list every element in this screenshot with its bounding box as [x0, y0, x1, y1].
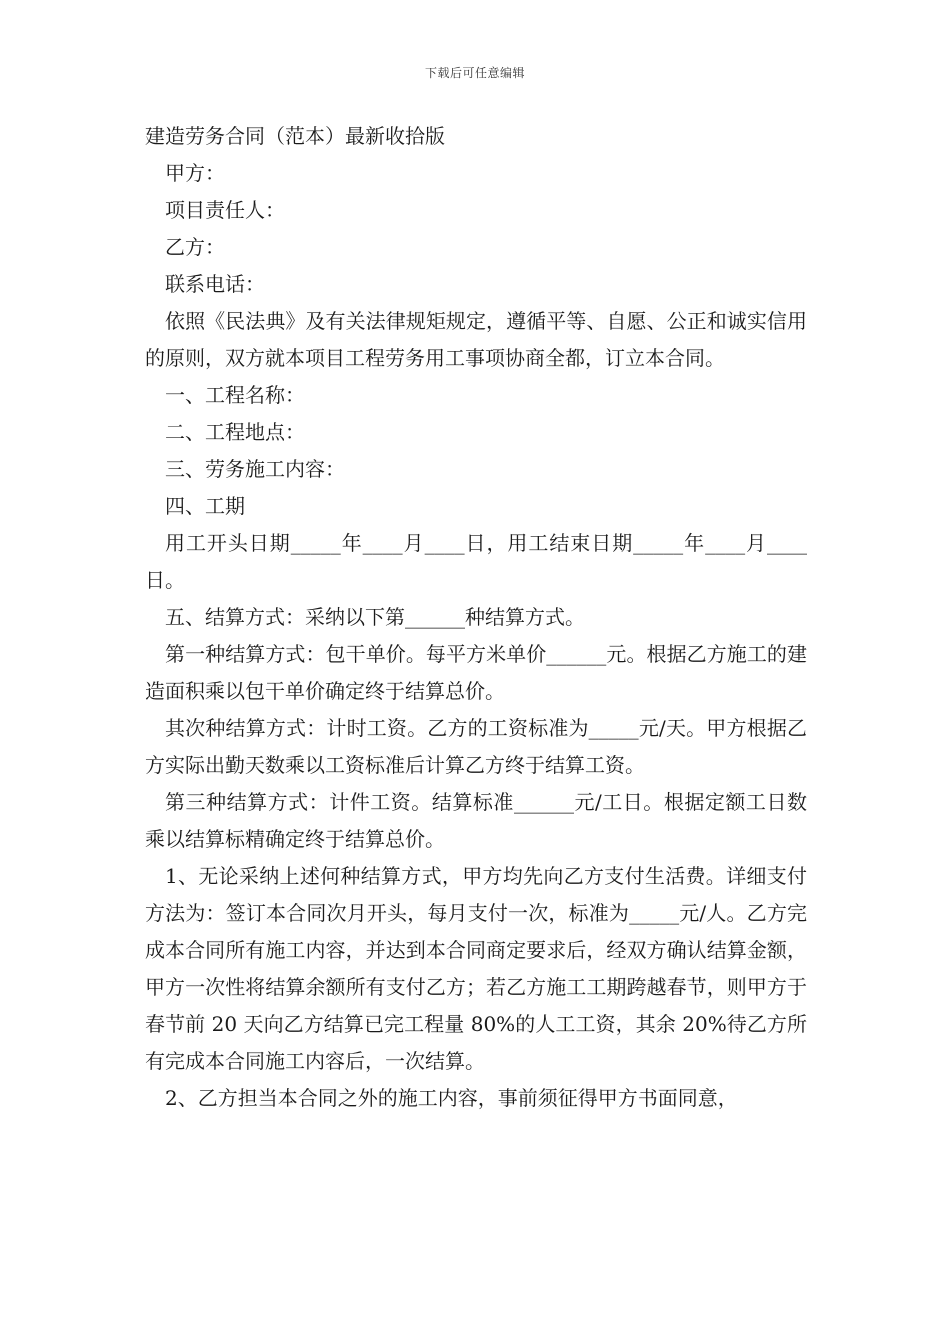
field-phone: 联系电话：	[165, 272, 265, 296]
field-party-b: 乙方：	[165, 235, 225, 259]
document-title: 建造劳务合同（范本）最新收拾版	[145, 124, 445, 148]
field-party-a: 甲方：	[165, 161, 225, 185]
settlement-method-2: 其次种结算方式：计时工资。乙方的工资标准为_____元/天。甲方根据乙方实际出勤天数乘以工资标准后计算乙方终于结算工资。	[145, 716, 807, 777]
settlement-heading: 五、结算方式：采纳以下第______种结算方式。	[165, 605, 585, 629]
section-project-location: 二、工程地点：	[165, 420, 305, 444]
section-period: 四、工期	[165, 494, 245, 518]
clause-2: 2、乙方担当本合同之外的施工内容，事前须征得甲方书面同意，	[165, 1086, 738, 1110]
settlement-method-1: 第一种结算方式：包干单价。每平方米单价______元。根据乙方施工的建造面积乘以包干单价确定终于结算总价。	[145, 642, 807, 703]
document-body	[145, 118, 807, 1117]
period-paragraph: 用工开头日期_____年____月____日，用工结束日期_____年____月____日。	[145, 531, 807, 592]
section-project-name: 一、工程名称：	[165, 383, 305, 407]
field-project-manager: 项目责任人：	[165, 198, 285, 222]
settlement-method-3: 第三种结算方式：计件工资。结算标准______元/工日。根据定额工日数乘以结算标精确定终于结算总价。	[145, 790, 807, 851]
intro-paragraph: 依照《民法典》及有关法律规矩规定，遵循平等、自愿、公正和诚实信用的原则，双方就本项目工程劳务用工事项协商全都，订立本合同。	[145, 309, 807, 370]
section-labor-content: 三、劳务施工内容：	[165, 457, 345, 481]
clause-1: 1、无论采纳上述何种结算方式，甲方均先向乙方支付生活费。详细支付方法为：签订本合同次月开头，每月支付一次，标准为_____元/人。乙方完成本合同所有施工内容，并达到本合同商定要求后，经双方确认结算金额，甲方一次性将结算余额所有支付乙方；若乙方施工工期跨越春节，则甲方于春节前 20 天向乙方结算已完工程量 80%的人工工资，其余 20%待乙方所有完成本合同施工内容后，一次结算。	[145, 864, 807, 1073]
page-header: 下载后可任意编辑	[424, 66, 525, 80]
